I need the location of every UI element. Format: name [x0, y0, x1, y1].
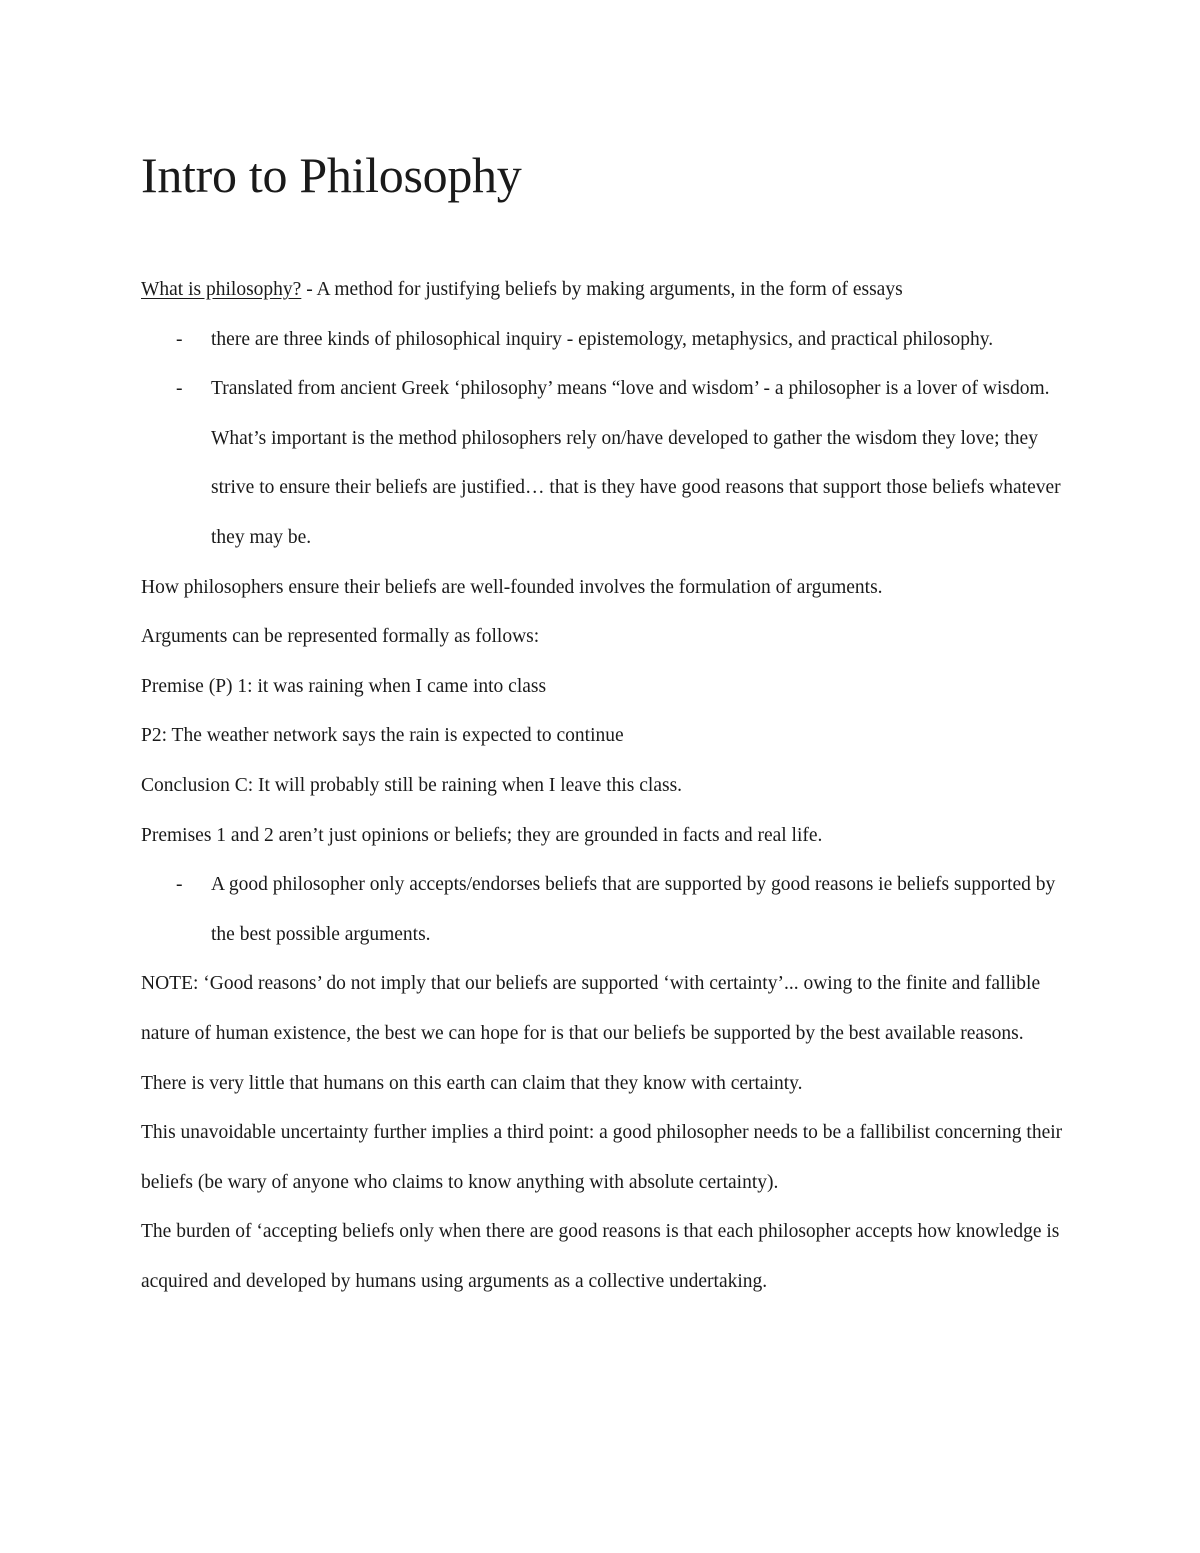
bullet-text: Translated from ancient Greek ‘philosophy’ means “love and wisdom’ - a philosopher is a lover of wisdom. What’s important is the method philosophers rely on/have developed to gather the wisdom they love; they strive to ensure their beliefs are justified… that is they have good reasons that support those beliefs whatever they may be.: [211, 378, 1061, 548]
bullet-marker: -: [176, 874, 183, 896]
intro-line: [141, 265, 1071, 315]
premise-1: Premise (P) 1: it was raining when I came into class: [141, 675, 547, 697]
bullet-item: [141, 315, 1071, 365]
intro-question: What is philosophy?: [141, 279, 302, 300]
paragraph: Premises 1 and 2 aren’t just opinions or beliefs; they are grounded in facts and real life.: [141, 824, 823, 846]
document-body: [141, 265, 1071, 1306]
note-paragraph: NOTE: ‘Good reasons’ do not imply that our beliefs are supported ‘with certainty’... owing to the finite and fallible nature of human existence, the best we can hope for is that our beliefs be supported by the best available reasons.: [141, 973, 1041, 1044]
bullet-text: there are three kinds of philosophical inquiry - epistemology, metaphysics, and practical philosophy.: [211, 328, 994, 350]
bullet-text: A good philosopher only accepts/endorses beliefs that are supported by good reasons ie beliefs supported by the best possible arguments.: [211, 874, 1056, 945]
bullet-marker: -: [176, 328, 183, 350]
paragraph: This unavoidable uncertainty further implies a third point: a good philosopher needs to be a fallibilist concerning their beliefs (be wary of anyone who claims to know anything with absolute certainty).: [141, 1122, 1063, 1193]
paragraph: Arguments can be represented formally as follows:: [141, 626, 540, 648]
paragraph: There is very little that humans on this earth can claim that they know with certainty.: [141, 1072, 803, 1094]
conclusion: Conclusion C: It will probably still be raining when I leave this class.: [141, 774, 683, 796]
bullet-item: [141, 364, 1071, 562]
premise-2: P2: The weather network says the rain is expected to continue: [141, 725, 624, 747]
document-title: Intro to Philosophy: [141, 147, 522, 203]
paragraph: The burden of ‘accepting beliefs only when there are good reasons is that each philosopher accepts how knowledge is acquired and developed by humans using arguments as a collective undertaking.: [141, 1221, 1060, 1292]
bullet-item: [141, 860, 1071, 959]
paragraph: How philosophers ensure their beliefs are well-founded involves the formulation of arguments.: [141, 576, 883, 598]
bullet-marker: -: [176, 378, 183, 400]
intro-answer: - A method for justifying beliefs by making arguments, in the form of essays: [301, 279, 903, 300]
